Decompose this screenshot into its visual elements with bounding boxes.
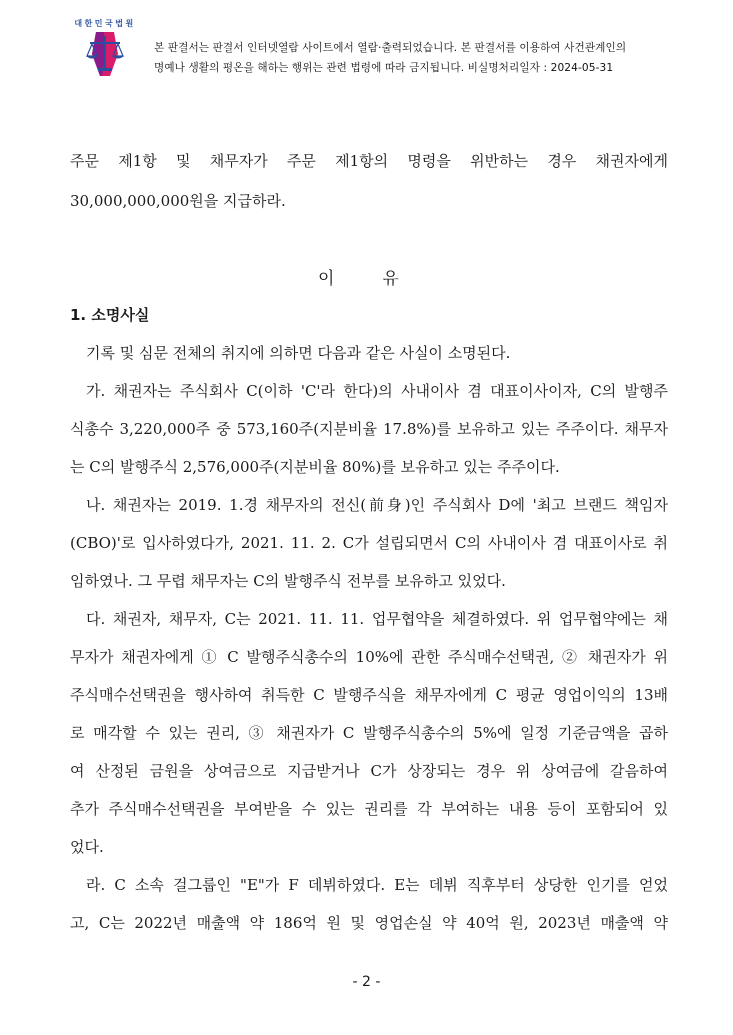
- section-heading: 1. 소명사실: [70, 306, 150, 324]
- notice-line-1: 본 판결서는 판결서 인터넷열람 사이트에서 열람·출력되었습니다. 본 판결서를 이용하여 사건관계인의: [154, 42, 627, 54]
- body-line: 여 산정된 금원을 상여금으로 지급받거나 C가 상장되는 경우 위 상여금에 갈음하여: [70, 762, 668, 780]
- body-line: (CBO)'로 입사하였다가, 2021. 11. 2. C가 설립되면서 C의 사내이사 겸 대표이사로 취: [70, 534, 668, 552]
- body-line: 다. 채권자, 채무자, C는 2021. 11. 11. 업무협약을 체결하였다. 위 업무협약에는 채: [86, 610, 668, 628]
- body-line: 로 매각할 수 있는 권리, ③ 채권자가 C 발행주식총수의 5%에 일정 기준금액을 곱하: [70, 724, 668, 742]
- order-line-1: 주문 제1항 및 채무자가 주문 제1항의 명령을 위반하는 경우 채권자에게: [70, 152, 668, 170]
- order-line-2: 30,000,000,000원을 지급하라.: [70, 192, 286, 210]
- body-line: 추가 주식매수선택권을 부여받을 수 있는 권리를 각 부여하는 내용 등이 포함되어 있: [70, 800, 668, 818]
- body-line: 었다.: [70, 838, 104, 856]
- body-line: 임하였나. 그 무렵 채무자는 C의 발행주식 전부를 보유하고 있었다.: [70, 572, 506, 590]
- body-line: 가. 채권자는 주식회사 C(이하 'C'라 한다)의 사내이사 겸 대표이사이자, C의 발행주: [86, 382, 668, 400]
- court-emblem-icon: [66, 14, 144, 84]
- page-number: - 2 -: [352, 974, 381, 990]
- usage-notice: [154, 38, 714, 78]
- body-line: 기록 및 심문 전체의 취지에 의하면 다음과 같은 사실이 소명된다.: [86, 344, 511, 362]
- body-line: 주식매수선택권을 행사하여 취득한 C 발행주식을 채무자에게 C 평균 영업이익의 13배: [70, 686, 668, 704]
- reasons-title: 이유: [318, 269, 447, 289]
- body-line: 나. 채권자는 2019. 1.경 채무자의 전신(前身)인 주식회사 D에 '최고 브랜드 책임자: [86, 496, 668, 514]
- notice-line-2: 명예나 생활의 평온을 해하는 행위는 관련 법령에 따라 금지됩니다. 비실명처리일자 : 2024-05-31: [154, 62, 614, 74]
- emblem-text: 대한민국법원: [74, 19, 136, 28]
- page-header: [66, 14, 706, 84]
- body-line: 고, C는 2022년 매출액 약 186억 원 및 영업손실 약 40억 원, 2023년 매출액 약: [70, 914, 668, 932]
- body-line: 라. C 소속 걸그룹인 "E"가 F 데뷔하였다. E는 데뷔 직후부터 상당한 인기를 얻었: [86, 876, 668, 894]
- body-line: 무자가 채권자에게 ① C 발행주식총수의 10%에 관한 주식매수선택권, ② 채권자가 위: [70, 648, 668, 666]
- body-line: 식총수 3,220,000주 중 573,160주(지분비율 17.8%)를 보유하고 있는 주주이다. 채무자: [70, 420, 668, 438]
- body-line: 는 C의 발행주식 2,576,000주(지분비율 80%)를 보유하고 있는 주주이다.: [70, 458, 560, 476]
